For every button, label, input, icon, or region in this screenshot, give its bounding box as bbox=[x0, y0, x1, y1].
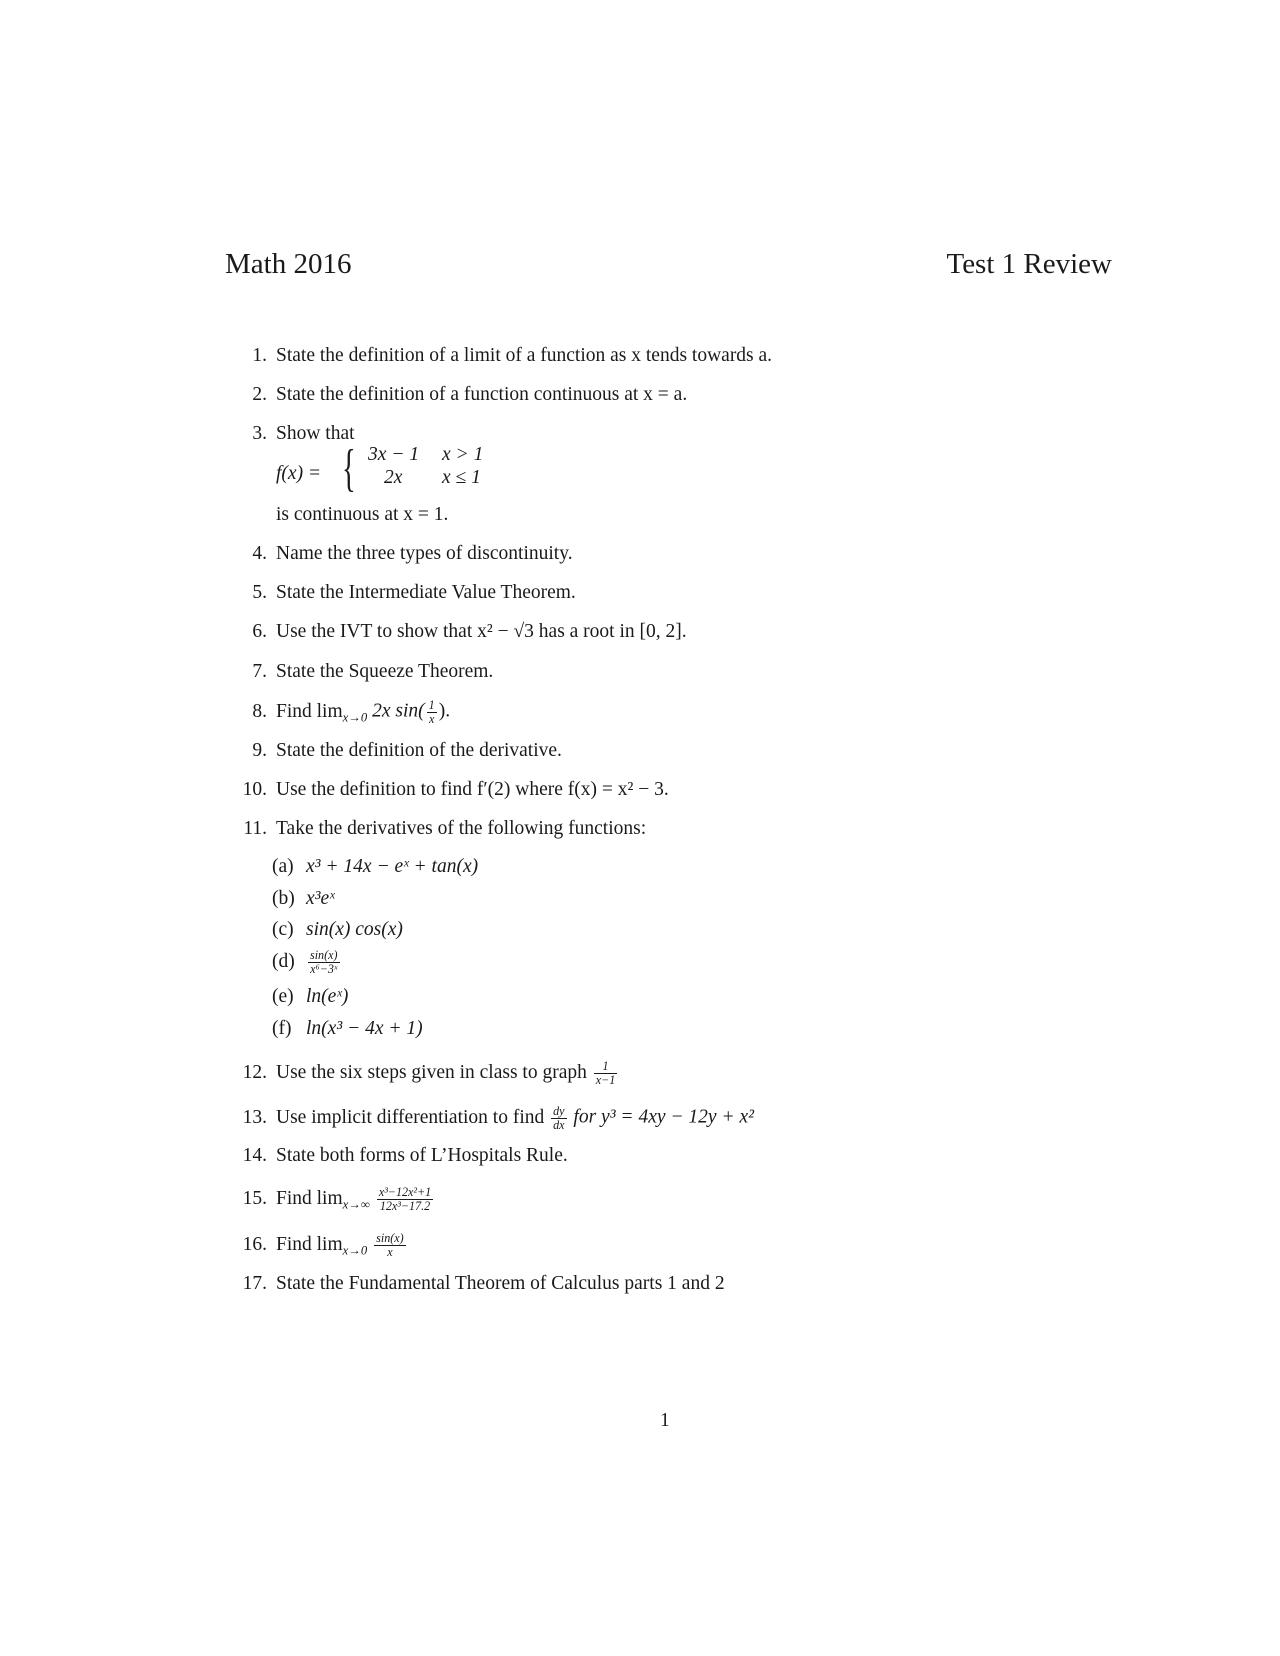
item-number: 2. bbox=[252, 384, 267, 405]
item-number: 13. bbox=[242, 1106, 267, 1128]
fraction bbox=[427, 699, 437, 725]
sublist-label: (b) bbox=[272, 888, 295, 909]
piecewise-case1-cond: x > 1 bbox=[442, 444, 484, 465]
item-number: 12. bbox=[242, 1061, 267, 1083]
left-brace-icon: { bbox=[342, 440, 356, 497]
item-number: 15. bbox=[242, 1187, 267, 1209]
item-text: State the Squeeze Theorem. bbox=[276, 661, 494, 682]
item-expression: 2x sin( bbox=[372, 700, 425, 722]
fraction-denominator: x−1 bbox=[595, 1072, 616, 1087]
list-item bbox=[232, 699, 450, 725]
limit-subscript: x→0 bbox=[342, 710, 368, 725]
sublist-item bbox=[272, 987, 348, 1007]
piecewise-case2-expr: 2x bbox=[384, 467, 403, 488]
item-number: 5. bbox=[252, 582, 267, 603]
list-item bbox=[232, 583, 576, 603]
list-item bbox=[232, 1060, 619, 1086]
item-number: 4. bbox=[252, 543, 267, 564]
item-text: Find lim bbox=[276, 700, 343, 722]
fraction-numerator: sin(x) bbox=[376, 1231, 404, 1245]
sublist-label: (e) bbox=[272, 986, 294, 1007]
item-followup: is continuous at x = 1. bbox=[276, 504, 449, 525]
document-title: Test 1 Review bbox=[946, 248, 1112, 280]
piecewise-case2-cond: x ≤ 1 bbox=[442, 467, 481, 488]
fraction bbox=[594, 1060, 618, 1086]
item-text: State the definition of a limit of a function as x tends towards a. bbox=[276, 345, 773, 366]
list-item bbox=[232, 544, 573, 564]
item-text: Find lim bbox=[276, 1187, 343, 1209]
fraction bbox=[377, 1186, 433, 1212]
sublist-label: (d) bbox=[272, 950, 295, 972]
item-number: 9. bbox=[252, 740, 267, 761]
fraction-denominator: x bbox=[374, 1245, 406, 1259]
item-text: State the definition of the derivative. bbox=[276, 740, 562, 761]
item-tail: ). bbox=[438, 700, 451, 722]
item-text: State the Intermediate Value Theorem. bbox=[276, 582, 576, 603]
list-item bbox=[232, 819, 646, 839]
item-number: 10. bbox=[242, 779, 267, 800]
page-number: 1 bbox=[660, 1410, 670, 1431]
item-text: State the Fundamental Theorem of Calculus parts 1 and 2 bbox=[276, 1273, 725, 1294]
item-number: 16. bbox=[242, 1233, 267, 1255]
list-item bbox=[232, 622, 687, 642]
list-item bbox=[232, 1105, 754, 1131]
item-text: Find lim bbox=[276, 1233, 343, 1255]
limit-subscript: x→∞ bbox=[342, 1197, 370, 1212]
item-text: Use the definition to find f′(2) where f(x) = x² − 3. bbox=[276, 779, 669, 800]
list-item bbox=[232, 385, 687, 405]
item-number: 7. bbox=[252, 661, 267, 682]
fraction bbox=[374, 1232, 406, 1258]
sublist-text: sin(x) cos(x) bbox=[306, 919, 403, 940]
sublist-text: x³eˣ bbox=[306, 888, 335, 909]
fraction bbox=[308, 949, 340, 975]
sublist-item bbox=[272, 889, 335, 909]
fraction bbox=[551, 1105, 566, 1131]
item-text: Use the six steps given in class to graph bbox=[276, 1061, 587, 1083]
item-text: Show that bbox=[276, 423, 355, 444]
fraction-numerator: sin(x) bbox=[310, 948, 338, 962]
item-number: 14. bbox=[242, 1145, 267, 1166]
item-number: 6. bbox=[252, 621, 267, 642]
sublist-text: x³ + 14x − eˣ + tan(x) bbox=[306, 856, 479, 877]
item-text: State both forms of L’Hospitals Rule. bbox=[276, 1145, 568, 1166]
sublist-label: (f) bbox=[272, 1018, 292, 1039]
list-item bbox=[232, 780, 669, 800]
list-item bbox=[232, 424, 355, 444]
item-number: 3. bbox=[252, 423, 267, 444]
fraction-denominator: 12x³−17.2 bbox=[377, 1199, 433, 1213]
item-number: 8. bbox=[252, 700, 267, 722]
fraction-numerator: 1 bbox=[602, 1059, 609, 1073]
course-title: Math 2016 bbox=[225, 248, 352, 280]
item-number: 1. bbox=[252, 345, 267, 366]
sublist-item bbox=[272, 857, 478, 877]
fraction-numerator: x³−12x²+1 bbox=[378, 1185, 432, 1199]
sublist-item bbox=[272, 920, 403, 940]
list-item bbox=[232, 662, 493, 682]
list-item bbox=[232, 1186, 435, 1212]
piecewise-case1-expr: 3x − 1 bbox=[368, 444, 420, 465]
sublist-text: ln(x³ − 4x + 1) bbox=[306, 1018, 423, 1039]
list-item bbox=[232, 346, 772, 366]
item-expression: for y³ = 4xy − 12y + x² bbox=[573, 1106, 754, 1128]
item-text: State the definition of a function continuous at x = a. bbox=[276, 384, 688, 405]
fraction-numerator: dy bbox=[553, 1104, 565, 1118]
item-text: Take the derivatives of the following functions: bbox=[276, 818, 647, 839]
sublist-item bbox=[272, 949, 342, 975]
fraction-denominator: dx bbox=[553, 1117, 565, 1132]
item-number: 17. bbox=[242, 1273, 267, 1294]
sublist-text: ln(eˣ) bbox=[306, 986, 349, 1007]
item-text: Use implicit differentiation to find bbox=[276, 1106, 545, 1128]
sublist-label: (c) bbox=[272, 919, 294, 940]
item-text: Use the IVT to show that x² − √3 has a root in [0, 2]. bbox=[276, 621, 687, 642]
piecewise-lhs: f(x) = bbox=[276, 463, 322, 484]
fraction-denominator: x⁶−3ˣ bbox=[308, 962, 340, 976]
sublist-label: (a) bbox=[272, 856, 294, 877]
fraction-numerator: 1 bbox=[428, 698, 435, 712]
list-item bbox=[232, 1274, 725, 1294]
list-item bbox=[232, 741, 562, 761]
item-number: 11. bbox=[243, 818, 267, 839]
fraction-denominator: x bbox=[427, 712, 437, 726]
limit-subscript: x→0 bbox=[342, 1243, 368, 1258]
item-text: Name the three types of discontinuity. bbox=[276, 543, 573, 564]
list-item bbox=[232, 1146, 568, 1166]
sublist-item bbox=[272, 1019, 423, 1039]
list-item bbox=[232, 1232, 408, 1258]
